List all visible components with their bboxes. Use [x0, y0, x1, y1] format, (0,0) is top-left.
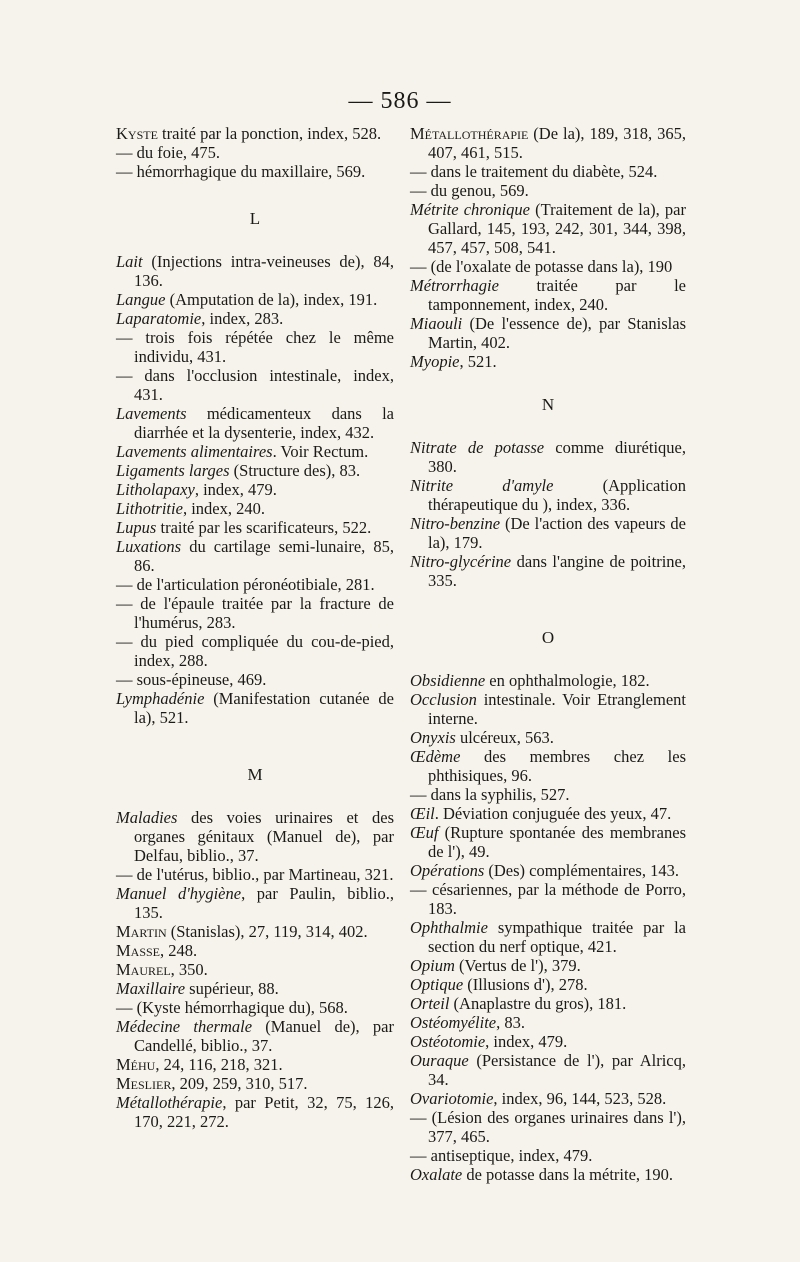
index-entry — [116, 1093, 394, 1131]
entry-heading: Occlusion — [410, 690, 477, 709]
entry-heading: Opérations — [410, 861, 485, 880]
entry-text: , index, 479. — [194, 480, 277, 499]
entry-heading: Nitro-glycérine — [410, 552, 512, 571]
index-entry — [410, 257, 686, 276]
entry-text: — de l'articulation péronéotibiale, 281. — [116, 575, 375, 594]
entry-heading: Optique — [410, 975, 464, 994]
entry-heading: Lavements alimentaires — [116, 442, 273, 461]
entry-heading: Œdème — [410, 747, 461, 766]
index-entry — [116, 328, 394, 366]
index-entry — [116, 499, 394, 518]
entry-text: — trois fois répétée chez le même individu, 431. — [116, 328, 394, 366]
entry-heading: Opium — [410, 956, 455, 975]
index-entry — [116, 575, 394, 594]
index-entry — [116, 941, 394, 960]
entry-text: , 350. — [170, 960, 208, 979]
entry-heading: Onyxis — [410, 728, 456, 747]
index-entry — [116, 884, 394, 922]
entry-text: . Voir Rectum. — [272, 442, 369, 461]
entry-heading: Luxations — [116, 537, 182, 556]
entry-heading: Laparatomie — [116, 309, 202, 328]
index-entry — [116, 442, 394, 461]
index-entry — [410, 861, 686, 880]
index-entry — [410, 352, 686, 371]
entry-text: , 521. — [459, 352, 497, 371]
index-entry — [116, 461, 394, 480]
entry-heading: Lupus — [116, 518, 157, 537]
entry-heading: Miaouli — [410, 314, 463, 333]
entry-text: (Structure des), 83. — [229, 461, 361, 480]
index-entry — [116, 124, 394, 143]
entry-heading: Ostéotomie — [410, 1032, 486, 1051]
index-entry — [410, 1089, 686, 1108]
section-letter: N — [541, 395, 555, 414]
entry-heading: Ophthalmie — [410, 918, 488, 937]
entry-heading: Kyste — [116, 124, 158, 143]
entry-heading: Lymphadénie — [116, 689, 205, 708]
entry-text: — de l'épaule traitée par la fracture de l'humérus, 283. — [116, 594, 394, 632]
index-column-left — [116, 124, 394, 1131]
entry-text: (Illusions d'), 278. — [463, 975, 588, 994]
entry-text: traitée par le tamponnement, index, 240. — [428, 276, 686, 314]
entry-text: , index, 283. — [201, 309, 284, 328]
entry-text: traité par les scarificateurs, 522. — [156, 518, 372, 537]
index-entry — [410, 1146, 686, 1165]
entry-heading: Manuel d'hygiène — [116, 884, 242, 903]
entry-text: — césariennes, par la méthode de Porro, 183. — [410, 880, 686, 918]
entry-text: — (de l'oxalate de potasse dans la), 190 — [410, 257, 673, 276]
section-letter: M — [247, 765, 263, 784]
page-number: — 586 — — [348, 88, 452, 114]
entry-text: (Application thérapeutique du ), index, 336. — [428, 476, 686, 514]
entry-text: — hémorrhagique du maxillaire, 569. — [116, 162, 366, 181]
entry-text: supérieur, 88. — [185, 979, 279, 998]
entry-text: — de l'utérus, biblio., par Martineau, 321. — [116, 865, 394, 884]
index-entry — [410, 956, 686, 975]
entry-heading: Ouraque — [410, 1051, 469, 1070]
index-entry — [116, 537, 394, 575]
entry-text: traité par la ponction, index, 528. — [157, 124, 382, 143]
index-entry — [116, 670, 394, 689]
index-entry — [116, 1055, 394, 1074]
entry-text: sympathique traitée par la section du nerf optique, 421. — [428, 918, 686, 956]
index-entry — [410, 476, 686, 514]
entry-text: des membres chez les phthisiques, 96. — [428, 747, 686, 785]
index-entry — [116, 366, 394, 404]
index-entry — [410, 1032, 686, 1051]
entry-heading: Masse — [116, 941, 161, 960]
index-entry — [116, 404, 394, 442]
entry-heading: Ligaments larges — [116, 461, 230, 480]
entry-text: intestinale. Voir Etranglement interne. — [428, 690, 686, 728]
index-entry — [410, 200, 686, 257]
entry-text: (Rupture spontanée des membranes de l'), 49. — [428, 823, 686, 861]
entry-text: , 83. — [496, 1013, 526, 1032]
index-entry — [410, 918, 686, 956]
entry-text: (Traitement de la), par Gallard, 145, 193, 242, 301, 344, 398, 457, 457, 508, 541. — [428, 200, 687, 257]
index-entry — [116, 143, 394, 162]
entry-text: médicamenteux dans la diarrhée et la dysenterie, index, 432. — [134, 404, 394, 442]
entry-text: (De l'essence de), par Stanislas Martin, 402. — [428, 314, 686, 352]
index-entry — [410, 823, 686, 861]
index-entry — [410, 785, 686, 804]
entry-heading: Orteil — [410, 994, 450, 1013]
entry-heading: Obsidienne — [410, 671, 486, 690]
entry-text: , index, 240. — [182, 499, 265, 518]
index-entry — [410, 804, 686, 823]
entry-heading: Métallothérapie — [116, 1093, 223, 1112]
index-entry — [116, 1074, 394, 1093]
entry-heading: Nitrate de potasse — [410, 438, 545, 457]
entry-text: (Persistance de l'), par Alricq, 34. — [428, 1051, 686, 1089]
index-entry — [116, 309, 394, 328]
index-entry — [116, 808, 394, 865]
entry-heading: Métrorrhagie — [410, 276, 499, 295]
entry-text: dans l'angine de poitrine, 335. — [428, 552, 686, 590]
index-column-right — [410, 124, 686, 1184]
index-entry — [116, 979, 394, 998]
entry-text: , 209, 259, 310, 517. — [171, 1074, 308, 1093]
entry-text: — dans la syphilis, 527. — [410, 785, 570, 804]
entry-text: (Des) complémentaires, 143. — [484, 861, 679, 880]
entry-text: du cartilage semi-lunaire, 85, 86. — [134, 537, 394, 575]
index-entry — [410, 552, 686, 590]
index-entry — [410, 438, 686, 476]
entry-heading: Litholapaxy — [116, 480, 195, 499]
index-entry — [410, 124, 686, 162]
index-entry — [116, 998, 394, 1017]
index-entry — [116, 1017, 394, 1055]
index-entry — [116, 689, 394, 727]
entry-heading: Lait — [116, 252, 143, 271]
entry-text: (Manifestation cutanée de la), 521. — [134, 689, 394, 727]
index-entry — [410, 276, 686, 314]
entry-heading: Médecine thermale — [116, 1017, 253, 1036]
entry-heading: Nitrite d'amyle — [410, 476, 554, 495]
index-entry — [116, 518, 394, 537]
index-entry — [410, 690, 686, 728]
index-entry — [116, 594, 394, 632]
entry-text: — antiseptique, index, 479. — [410, 1146, 593, 1165]
entry-text: — dans le traitement du diabète, 524. — [410, 162, 658, 181]
entry-heading: Ovariotomie — [410, 1089, 494, 1108]
index-entry — [410, 728, 686, 747]
index-entry — [410, 181, 686, 200]
entry-heading: Maurel — [116, 960, 171, 979]
entry-text: — (Lésion des organes urinaires dans l'), 377, 465. — [410, 1108, 686, 1146]
index-entry — [116, 252, 394, 290]
index-entry — [410, 1108, 686, 1146]
entry-text: (Stanislas), 27, 119, 314, 402. — [166, 922, 368, 941]
entry-text: (Anaplastre du gros), 181. — [449, 994, 627, 1013]
entry-heading: Nitro-benzine — [410, 514, 501, 533]
entry-text: en ophthalmologie, 182. — [485, 671, 650, 690]
index-entry — [410, 1051, 686, 1089]
entry-text: (Manuel de), par Candellé, biblio., 37. — [134, 1017, 394, 1055]
entry-text: de potasse dans la métrite, 190. — [462, 1165, 674, 1184]
index-entry — [116, 162, 394, 181]
entry-text: (Vertus de l'), 379. — [454, 956, 581, 975]
index-entry — [410, 514, 686, 552]
index-entry — [410, 1013, 686, 1032]
entry-text: . Déviation conjuguée des yeux, 47. — [434, 804, 672, 823]
index-entry — [410, 162, 686, 181]
entry-heading: Œil — [410, 804, 435, 823]
entry-text: (Injections intra-veineuses de), 84, 136. — [134, 252, 394, 290]
entry-heading: Œuf — [410, 823, 439, 842]
entry-text: comme diurétique, 380. — [428, 438, 686, 476]
index-entry — [410, 1165, 686, 1184]
entry-heading: Maxillaire — [116, 979, 186, 998]
section-letter: O — [541, 628, 555, 647]
index-entry — [410, 994, 686, 1013]
entry-heading: Métallothérapie — [410, 124, 529, 143]
entry-text: — (Kyste hémorrhagique du), 568. — [116, 998, 348, 1017]
entry-text: (De la), 189, 318, 365, 407, 461, 515. — [428, 124, 686, 162]
entry-text: — du foie, 475. — [116, 143, 221, 162]
index-entry — [410, 671, 686, 690]
entry-heading: Ostéomyélite — [410, 1013, 497, 1032]
entry-heading: Méhu — [116, 1055, 156, 1074]
entry-text: , 248. — [160, 941, 198, 960]
index-entry — [410, 880, 686, 918]
entry-text: — du genou, 569. — [410, 181, 529, 200]
entry-text: , index, 96, 144, 523, 528. — [493, 1089, 667, 1108]
index-entry — [410, 747, 686, 785]
index-entry — [116, 960, 394, 979]
entry-heading: Langue — [116, 290, 166, 309]
entry-heading: Maladies — [116, 808, 178, 827]
entry-heading: Meslier — [116, 1074, 172, 1093]
entry-text: , par Petit, 32, 75, 126, 170, 221, 272. — [134, 1093, 394, 1131]
entry-text: , 24, 116, 218, 321. — [155, 1055, 283, 1074]
entry-text: (De l'action des vapeurs de la), 179. — [428, 514, 686, 552]
section-letter: L — [249, 209, 261, 228]
index-entry — [116, 922, 394, 941]
entry-text: ulcéreux, 563. — [455, 728, 554, 747]
entry-heading: Lithotritie — [116, 499, 183, 518]
entry-text: , par Paulin, biblio., 135. — [134, 884, 394, 922]
entry-heading: Martin — [116, 922, 167, 941]
entry-text: des voies urinaires et des organes génitaux (Manuel de), par Delfau, biblio., 37. — [134, 808, 394, 865]
index-entry — [116, 480, 394, 499]
index-entry — [116, 865, 394, 884]
entry-text: , index, 479. — [485, 1032, 568, 1051]
entry-heading: Métrite chronique — [410, 200, 530, 219]
entry-heading: Lavements — [116, 404, 187, 423]
index-entry — [116, 632, 394, 670]
entry-text: — du pied compliquée du cou-de-pied, index, 288. — [116, 632, 394, 670]
index-entry — [116, 290, 394, 309]
index-entry — [410, 314, 686, 352]
entry-text: (Amputation de la), index, 191. — [165, 290, 378, 309]
entry-heading: Oxalate — [410, 1165, 463, 1184]
entry-heading: Myopie — [410, 352, 460, 371]
entry-text: — sous-épineuse, 469. — [116, 670, 267, 689]
index-entry — [410, 975, 686, 994]
entry-text: — dans l'occlusion intestinale, index, 431. — [116, 366, 394, 404]
